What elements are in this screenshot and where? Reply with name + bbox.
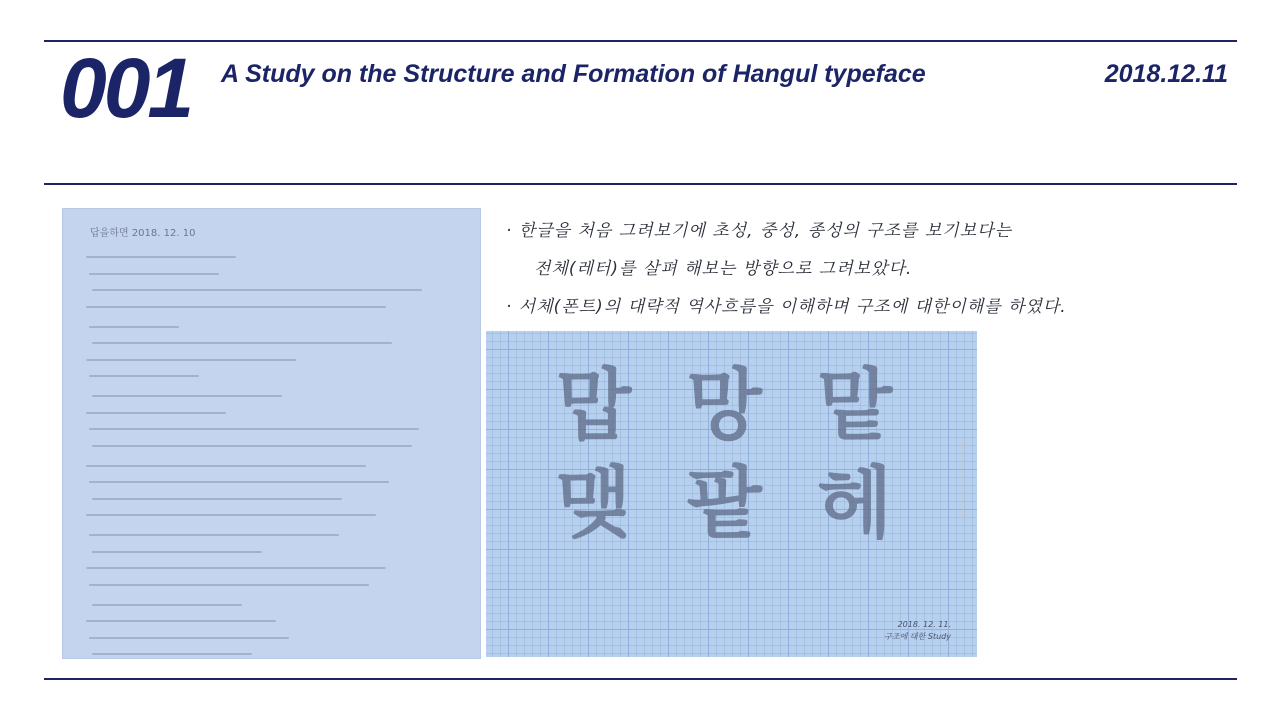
note-scribble-line <box>89 326 179 328</box>
note-scribble-line <box>86 256 236 258</box>
note-scribble-line <box>89 534 339 536</box>
footer-rule <box>44 678 1237 680</box>
handwritten-notes <box>506 212 1166 326</box>
note-scribble-line <box>92 342 392 344</box>
slide-title: A Study on the Structure and Formation of Hangul typeface <box>221 60 926 88</box>
sketch-row-1: 맙 망 맡 <box>556 361 907 451</box>
note-scribble-line <box>86 412 226 414</box>
note-scribble-line <box>92 289 422 291</box>
note-scribble-line <box>89 584 369 586</box>
note-scribble-line <box>89 637 289 639</box>
notebook-scan <box>62 208 481 659</box>
top-rule <box>44 40 1237 42</box>
note-scribble-line <box>92 395 282 397</box>
note-scribble-line <box>89 428 419 430</box>
note-scribble-line <box>92 551 262 553</box>
note-scribble-line <box>86 359 296 361</box>
grid-paper-sketch <box>486 331 977 657</box>
note-scribble-line <box>86 567 386 569</box>
header-divider <box>44 183 1237 185</box>
slide-date: 2018.12.11 <box>1104 60 1228 88</box>
hand-line-2: 전체(레터)를 살펴 해보는 방향으로 그려보았다. <box>534 259 913 279</box>
note-scribble-line <box>89 481 389 483</box>
paper-edge <box>962 440 971 520</box>
hangul-sketch-glyphs <box>556 357 906 553</box>
note-scribble-line <box>86 306 386 308</box>
note-scribble-line <box>92 445 412 447</box>
note-scribble-line <box>92 498 342 500</box>
hand-line-3: · 서체(폰트)의 대략적 역사흐름을 이해하며 구조에 대한이해를 하였다. <box>506 297 1067 317</box>
sketch-row-2: 맺 팥 헤 <box>556 459 907 549</box>
signature-date: 2018. 12. 11. <box>897 620 951 629</box>
notebook-heading: 답을하면 2018. 12. 10 <box>90 228 196 239</box>
note-scribble-line <box>86 465 366 467</box>
note-scribble-line <box>86 514 376 516</box>
hand-line-1: · 한글을 처음 그려보기에 초성, 중성, 종성의 구조를 보기보다는 <box>506 221 1012 241</box>
slide-number: 001 <box>60 41 192 135</box>
note-scribble-line <box>86 620 276 622</box>
signature-note: 구조에 대한 Study <box>884 632 951 641</box>
note-scribble-line <box>89 375 199 377</box>
note-scribble-line <box>92 604 242 606</box>
note-scribble-line <box>92 653 252 655</box>
sketch-signature <box>884 619 951 643</box>
note-scribble-line <box>89 273 219 275</box>
